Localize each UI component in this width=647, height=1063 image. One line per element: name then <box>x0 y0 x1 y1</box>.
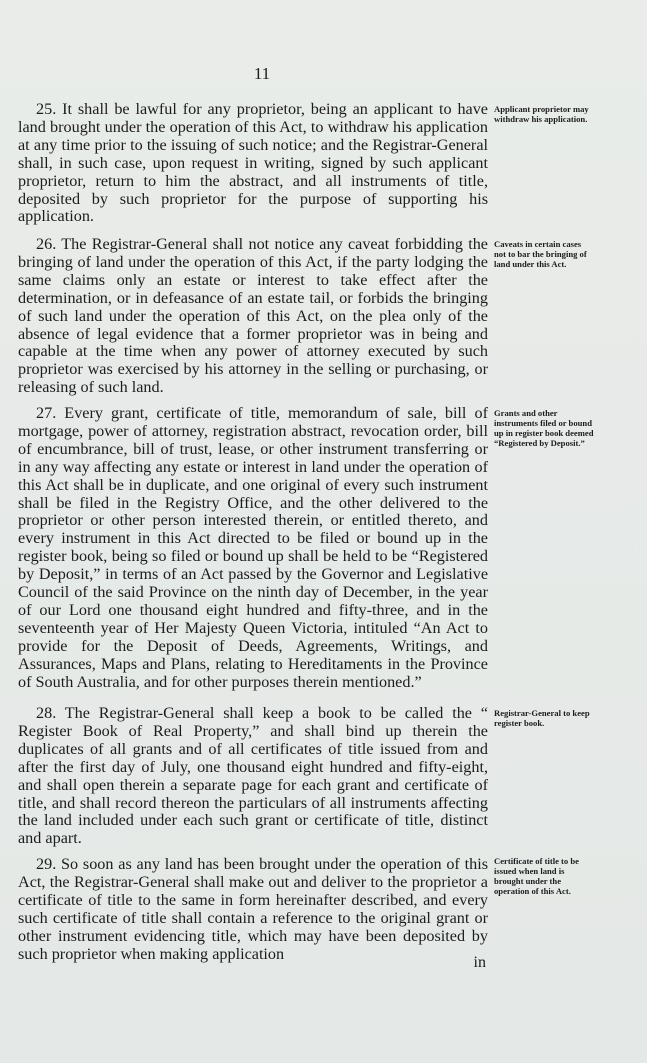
marginal-note: Caveats in certain cases not to bar the bringing of land under this Act. <box>494 239 587 269</box>
marginal-note: Grants and other instruments filed or bound up in register book deemed “Registered by Deposit.” <box>494 408 594 448</box>
catchword: in <box>473 954 486 971</box>
section-text: 26. The Registrar-General shall not notice any caveat forbidding the bringing of land under the operation of this Act, if the party lodging the same claims only an estate or interest to take effect after the determination, or in defeasance of an estate tail, or forbids the bringing of such land under the operation of this Act, on the plea only of the absence of legal evidence that a former proprietor was in being and capable at the time when any power of attorney executed by such proprietor was exercised by his attorney in the selling or purchasing, or releasing of such land. <box>18 235 488 397</box>
marginal-note: Applicant proprietor may withdraw his application. <box>494 104 589 124</box>
section-text: 27. Every grant, certificate of title, memorandum of sale, bill of mortgage, power of attorney, registration abstract, revocation order, bill of encumbrance, bill of trust, lease, or other instrument transferring or in any way affecting any estate or interest in land under the operation of this Act shall be in duplicate, and one original of every such instrument shall be filed in the Registry Office, and the other delivered to the proprietor or other person interested therein, or entitled thereto, and every instrument in this Act directed to be filed or bound up in the register book, being so filed or bound up shall be held to be “Registered by Deposit,” in terms of an Act passed by the Governor and Legislative Council of the said Province on the ninth day of December, in the year of our Lord one thousand eight hundred and fifty-three, and in the seventeenth year of Her Majesty Queen Victoria, intituled “An Act to provide for the Deposit of Deeds, Agreements, Writings, and Assurances, Maps and Plans, relating to Hereditaments in the Province of South Australia, and for other purposes therein mentioned.” <box>18 404 488 691</box>
page-number: 11 <box>253 64 271 83</box>
section-text: 29. So soon as any land has been brought under the operation of this Act, the Registrar-General shall make out and deliver to the proprietor a certificate of title to the same in form hereinafter described, and every such certificate of title shall contain a reference to the original grant or other instrument evidencing title, which may have been deposited by such proprietor when making application <box>18 855 488 963</box>
section-text: 25. It shall be lawful for any proprietor, being an applicant to have land brought under the operation of this Act, to withdraw his application at any time prior to the issuing of such notice; and the Registrar-General shall, in such case, upon request in writing, signed by such applicant proprietor, return to him the abstract, and all instruments of title, deposited by such proprietor for the purpose of supporting his application. <box>18 100 488 226</box>
marginal-note: Registrar-General to keep register book. <box>494 708 590 728</box>
section-text: 28. The Registrar-General shall keep a book to be called the “ Register Book of Real Property,” and shall bind up therein the duplicates of all grants and of all certificates of title issued from and after the first day of July, one thousand eight hundred and fifty-eight, and shall open therein a separate page for each grant and certificate of title, and shall record thereon the particulars of all instruments affecting the land included under each such grant or certificate of title, distinct and apart. <box>18 704 488 848</box>
marginal-note: Certificate of title to be issued when land is brought under the operation of this Act. <box>494 856 579 896</box>
